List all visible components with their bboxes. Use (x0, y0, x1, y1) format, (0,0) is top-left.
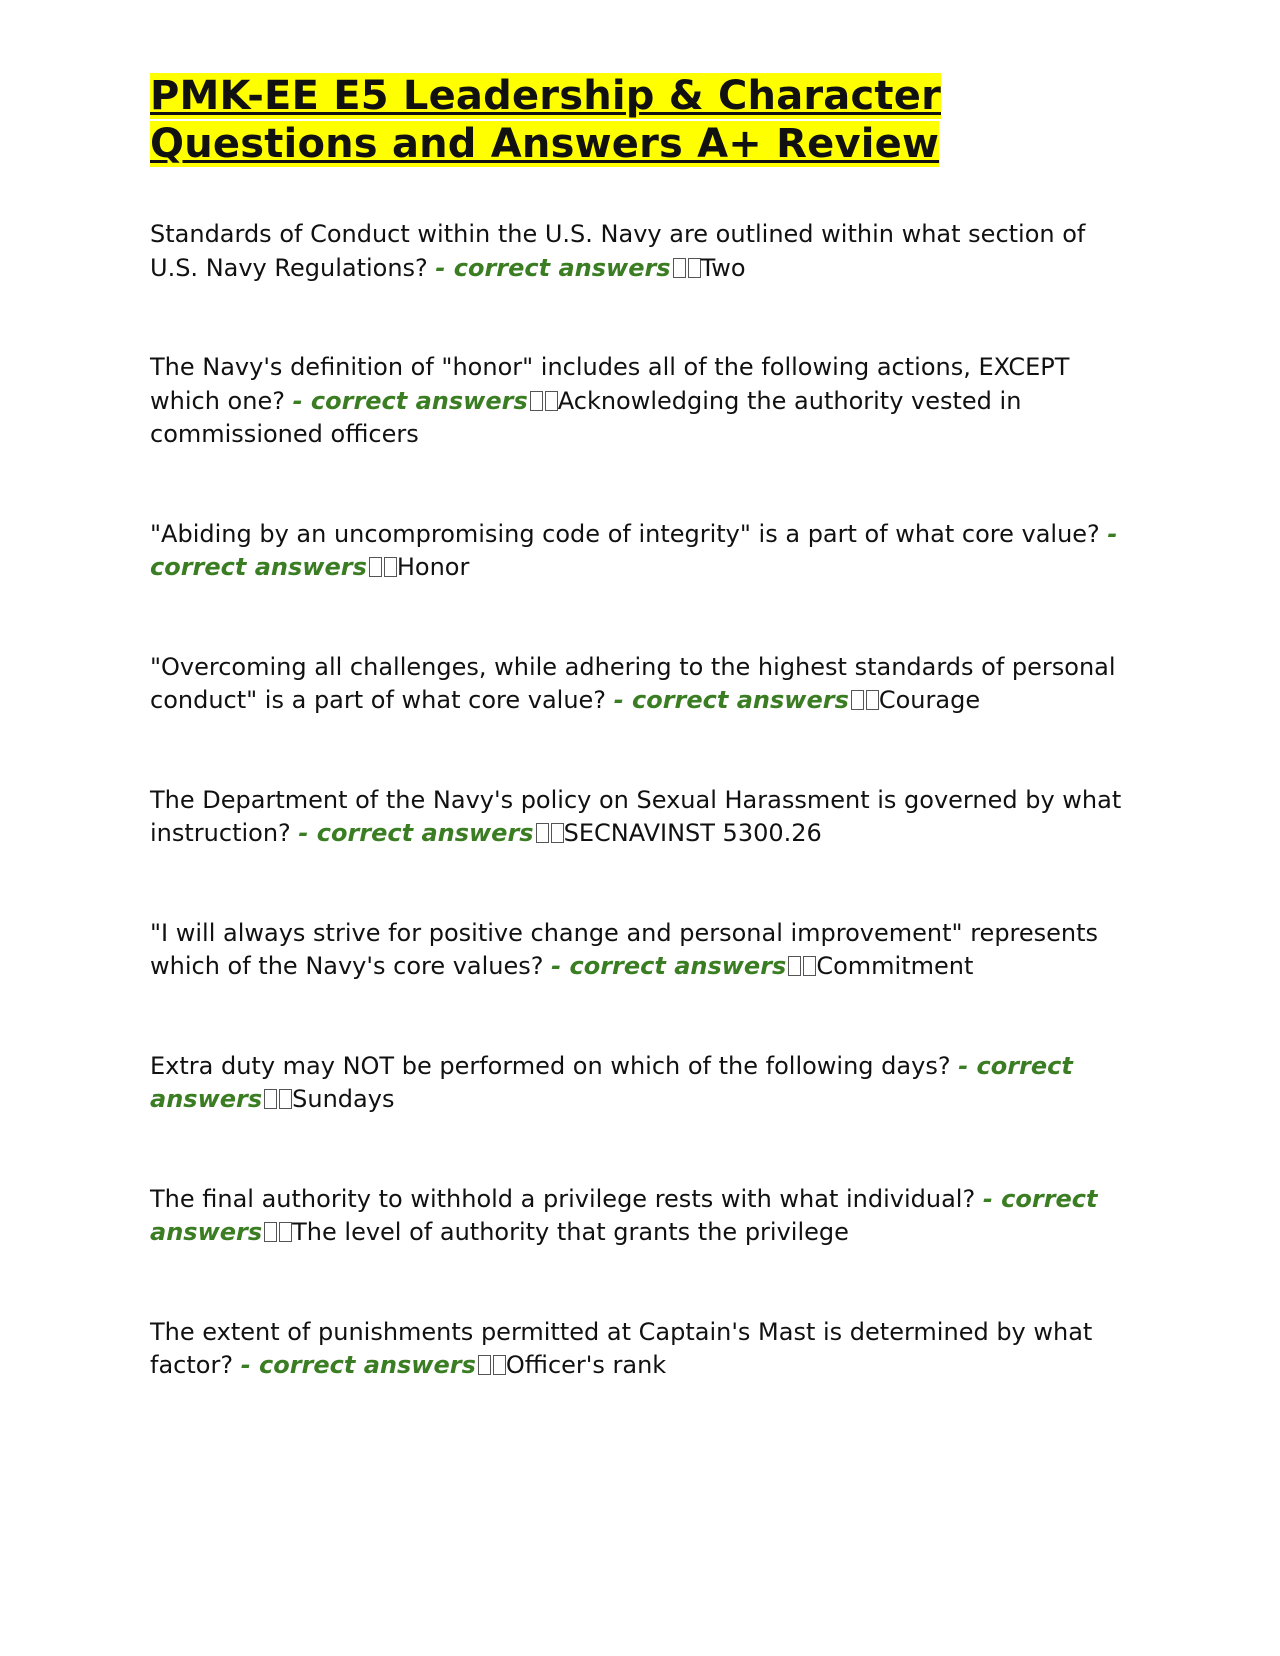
glyph-box-icon (478, 1355, 491, 1375)
glyph-box-icon (264, 1089, 277, 1109)
answer-marker: - correct answers (240, 1351, 476, 1379)
question-text: The Department of the Navy's policy on Sexual Harassment is governed by what instruction? (150, 785, 1122, 847)
answer-text: Sundays (292, 1085, 395, 1113)
glyph-box-icon (803, 956, 816, 976)
qa-item-3 (150, 518, 1140, 585)
qa-item-2 (150, 351, 1140, 452)
qa-item-1 (150, 218, 1140, 285)
title-line-2: Questions and Answers A+ Review (150, 121, 940, 167)
glyph-box-icon (369, 557, 382, 577)
qa-item-4 (150, 651, 1140, 718)
question-text: Extra duty may NOT be performed on which of the following days? (150, 1051, 959, 1080)
qa-item-8 (150, 1183, 1140, 1250)
glyph-box-icon (264, 1222, 277, 1242)
answer-text: Honor (396, 553, 470, 581)
glyph-box-icon (384, 557, 397, 577)
question-text: "I will always strive for positive change and personal improvement" represents which of the Navy's core values? (150, 918, 1099, 980)
qa-item-5 (150, 784, 1140, 851)
answer-marker: - correct answers (292, 386, 528, 415)
question-text: The final authority to withhold a privilege rests with what individual? (150, 1184, 983, 1213)
answer-text: Two (700, 253, 746, 282)
question-text: The Navy's definition of "honor" includes all of the following actions, EXCEPT which one? (150, 353, 1070, 415)
answer-marker: - correct answers (298, 819, 534, 847)
question-text: "Abiding by an uncompromising code of integrity" is a part of what core value? (150, 519, 1108, 548)
glyph-box-icon (279, 1222, 292, 1242)
answer-marker: - correct answers (150, 519, 1118, 581)
answer-marker: - correct answers (150, 1051, 1073, 1113)
answer-text: Officer's rank (505, 1351, 667, 1379)
title-line-1: PMK-EE E5 Leadership & Character (150, 73, 941, 119)
glyph-box-icon (536, 823, 549, 843)
question-text: Standards of Conduct within the U.S. Navy are outlined within what section of U.S. Navy Regulations? (150, 220, 1086, 282)
glyph-box-icon (851, 690, 864, 710)
glyph-box-icon (530, 391, 543, 411)
document-page (150, 72, 1140, 1449)
question-text: "Overcoming all challenges, while adhering to the highest standards of personal conduct" is a part of what core value? (150, 652, 1116, 714)
qa-item-7 (150, 1050, 1140, 1117)
glyph-box-icon (279, 1089, 292, 1109)
answer-marker: - correct answers (435, 253, 671, 282)
glyph-box-icon (673, 258, 686, 278)
answer-text: SECNAVINST 5300.26 (563, 819, 822, 847)
glyph-box-icon (493, 1355, 506, 1375)
page-title (150, 72, 1140, 168)
answer-marker: - correct answers (613, 686, 849, 714)
glyph-box-icon (551, 823, 564, 843)
answer-text: Acknowledging the authority vested in commissioned officers (150, 386, 1022, 448)
glyph-box-icon (688, 258, 701, 278)
qa-item-6 (150, 917, 1140, 984)
glyph-box-icon (866, 690, 879, 710)
glyph-box-icon (545, 391, 558, 411)
question-text: The extent of punishments permitted at Captain's Mast is determined by what factor? (150, 1317, 1093, 1379)
answer-text: Commitment (816, 952, 974, 980)
glyph-box-icon (788, 956, 801, 976)
answer-text: The level of authority that grants the privilege (292, 1218, 849, 1246)
answer-marker: - correct answers (150, 1184, 1098, 1246)
answer-text: Courage (878, 686, 981, 714)
answer-marker: - correct answers (551, 952, 787, 980)
qa-item-9 (150, 1316, 1140, 1383)
